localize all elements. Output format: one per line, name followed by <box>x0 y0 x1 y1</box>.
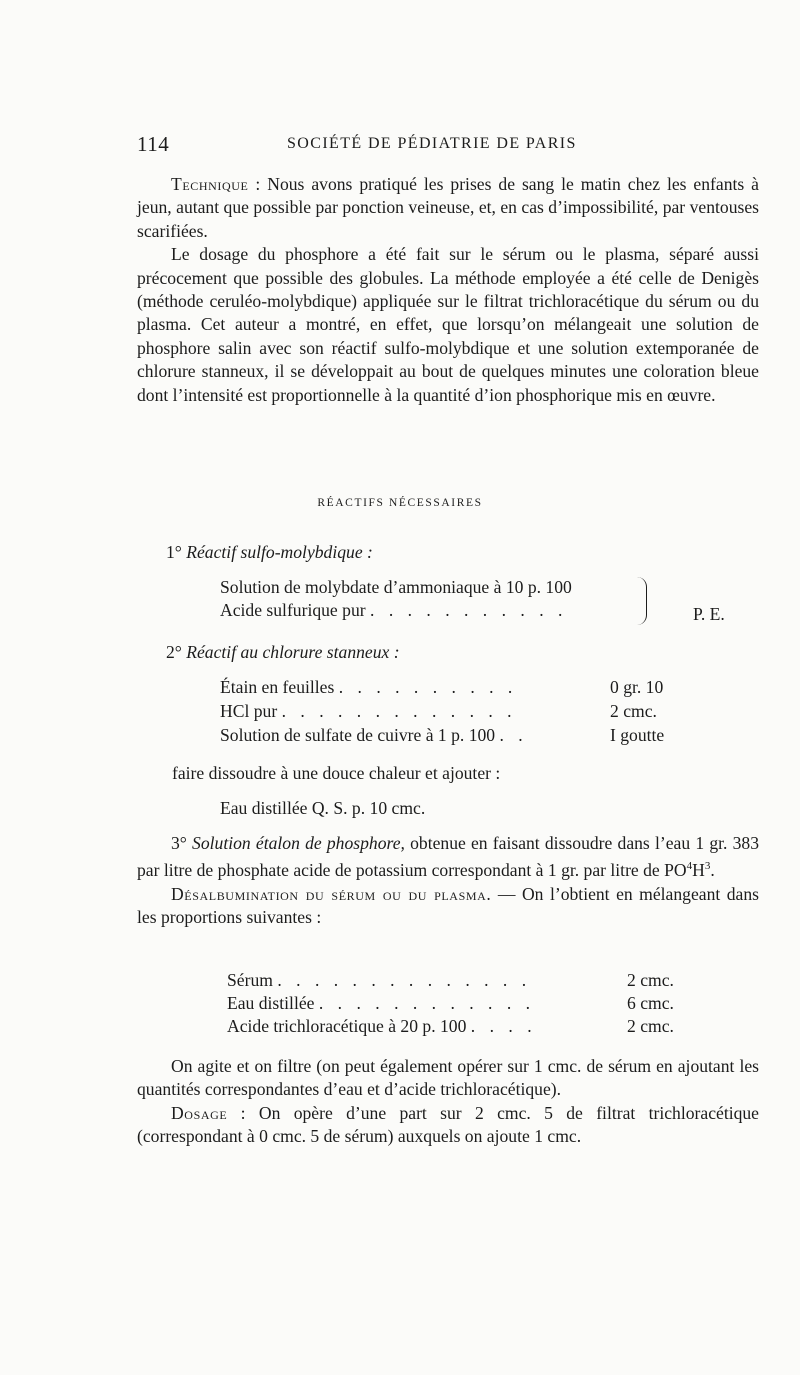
reagent-2-water: Eau distillée Q. S. p. 10 cmc. <box>220 798 426 818</box>
row-text: Acide sulfurique pur <box>220 600 366 620</box>
reagent-1-heading <box>166 542 373 563</box>
row-dots: . . . . . . . . . . . . . . <box>277 970 532 990</box>
row-text: HCl pur <box>220 701 278 721</box>
reagent-1-row-2 <box>220 600 567 624</box>
dosage-label: Dosage <box>171 1102 228 1123</box>
reagent-1-row-1 <box>220 577 572 601</box>
row-text: Solution de molybdate d’ammoniaque à 10 p. 100 <box>220 577 572 597</box>
reagent-2-label: Réactif au chlorure stanneux : <box>186 642 400 662</box>
row-dots: . . <box>499 725 528 745</box>
desalbumination-value-1: 2 cmc. <box>627 970 674 990</box>
technique-label: Technique <box>171 174 249 194</box>
row-text: Solution de sulfate de cuivre à 1 p. 100 <box>220 725 496 745</box>
desalbumination-value-2: 6 cmc. <box>627 993 674 1013</box>
page-header <box>137 132 757 162</box>
page-number: 114 <box>137 132 170 156</box>
row-dots: . . . . . . . . . . <box>338 677 518 697</box>
filtration-paragraph: On agite et on filtre (on peut également opérer sur 1 cmc. de sérum en ajoutant les quantités correspondantes d’eau et d’acide trichloracétique). <box>137 1056 759 1100</box>
reagents-heading: RÉACTIFS NÉCESSAIRES <box>317 497 483 509</box>
reagent-1-value: P. E. <box>693 604 725 624</box>
reagent-1-label: Réactif sulfo-molybdique : <box>186 542 373 562</box>
intro-section <box>137 173 759 407</box>
row-dots: . . . . . . . . . . . . . <box>281 701 517 721</box>
reagent-3-text <box>137 832 759 883</box>
row-text: Sérum <box>227 970 273 990</box>
desalbumination-label: Désalbumination du sérum ou du plasma. <box>171 883 492 904</box>
brace <box>630 577 647 625</box>
reagent-2-instruction: faire dissoudre à une douce chaleur et ajouter : <box>172 763 501 783</box>
reagent-2-row-3 <box>220 725 528 749</box>
dosage-paragraph <box>137 1102 759 1149</box>
desalbumination-row-3 <box>227 1016 537 1040</box>
reagent-2-value-2: 2 cmc. <box>610 701 657 721</box>
row-dots: . . . . <box>470 1016 537 1036</box>
reagent-2-value-3: I goutte <box>610 725 665 745</box>
reagent-2-row-1 <box>220 677 517 701</box>
reagent-3-body: obtenue en faisant dissoudre dans l’eau 1 gr. 383 par litre de phosphate acide de potassium correspondant à 1 gr. par litre de PO <box>137 833 759 881</box>
reagent-2-number: 2° <box>166 642 182 662</box>
row-text: Eau distillée <box>227 993 315 1013</box>
reagent-3-paragraph <box>137 832 759 929</box>
dosage-text: : On opère d’une part sur 2 cmc. 5 de filtrat trichloracétique (correspondant à 0 cmc. 5 de sérum) auxquels on ajoute 1 cmc. <box>137 1102 759 1147</box>
reagent-1-number: 1° <box>166 542 182 562</box>
superscript-4: 4 <box>686 860 693 873</box>
row-dots: . . . . . . . . . . . <box>370 600 568 620</box>
desalbumination-row-1 <box>227 970 531 994</box>
row-text: Étain en feuilles <box>220 677 335 697</box>
reagent-2-row-2 <box>220 701 517 725</box>
superscript-3: 3 <box>704 860 711 873</box>
formula-h: H <box>692 860 705 881</box>
reagent-3-end: . <box>710 860 715 881</box>
reagent-2-heading <box>166 642 400 663</box>
closing-section <box>137 1055 759 1149</box>
row-text: Acide trichloracétique à 20 p. 100 <box>227 1016 467 1036</box>
reagent-3-label: Solution étalon de phosphore, <box>192 833 405 853</box>
desalbumination-row-2 <box>227 993 535 1017</box>
desalbumination-text: — On l’obtient en mélangeant dans les proportions suivantes : <box>137 883 759 928</box>
technique-paragraph <box>137 173 759 243</box>
reagent-3-number: 3° <box>171 833 187 853</box>
dosage-method-paragraph: Le dosage du phosphore a été fait sur le sérum ou le plasma, séparé aussi précocement que possible des globules. La méthode employée a été celle de Denigès (méthode ceruléo-molybdique) appliquée sur le filtrat trichloracétique du sérum ou du plasma. Cet auteur a montré, en effet, que lorsqu’on mélangeait une solution de phosphore salin avec son réactif sulfo-molybdique et une solution extemporanée de chlorure stanneux, il se développait au bout de quelques minutes une coloration bleue dont l’intensité est proportionnelle à la quantité d’ion phosphorique mis en œuvre. <box>137 244 759 405</box>
reagent-2-value-1: 0 gr. 10 <box>610 677 664 697</box>
technique-text: : Nous avons pratiqué les prises de sang le matin chez les enfants à jeun, autant que possible par ponction veineuse, et, en cas d’impossibilité, par ventouses scarifiées. <box>137 174 759 241</box>
running-title: SOCIÉTÉ DE PÉDIATRIE DE PARIS <box>287 135 577 152</box>
desalbumination-paragraph <box>137 883 759 930</box>
desalbumination-value-3: 2 cmc. <box>627 1016 674 1036</box>
row-dots: . . . . . . . . . . . . <box>318 993 536 1013</box>
